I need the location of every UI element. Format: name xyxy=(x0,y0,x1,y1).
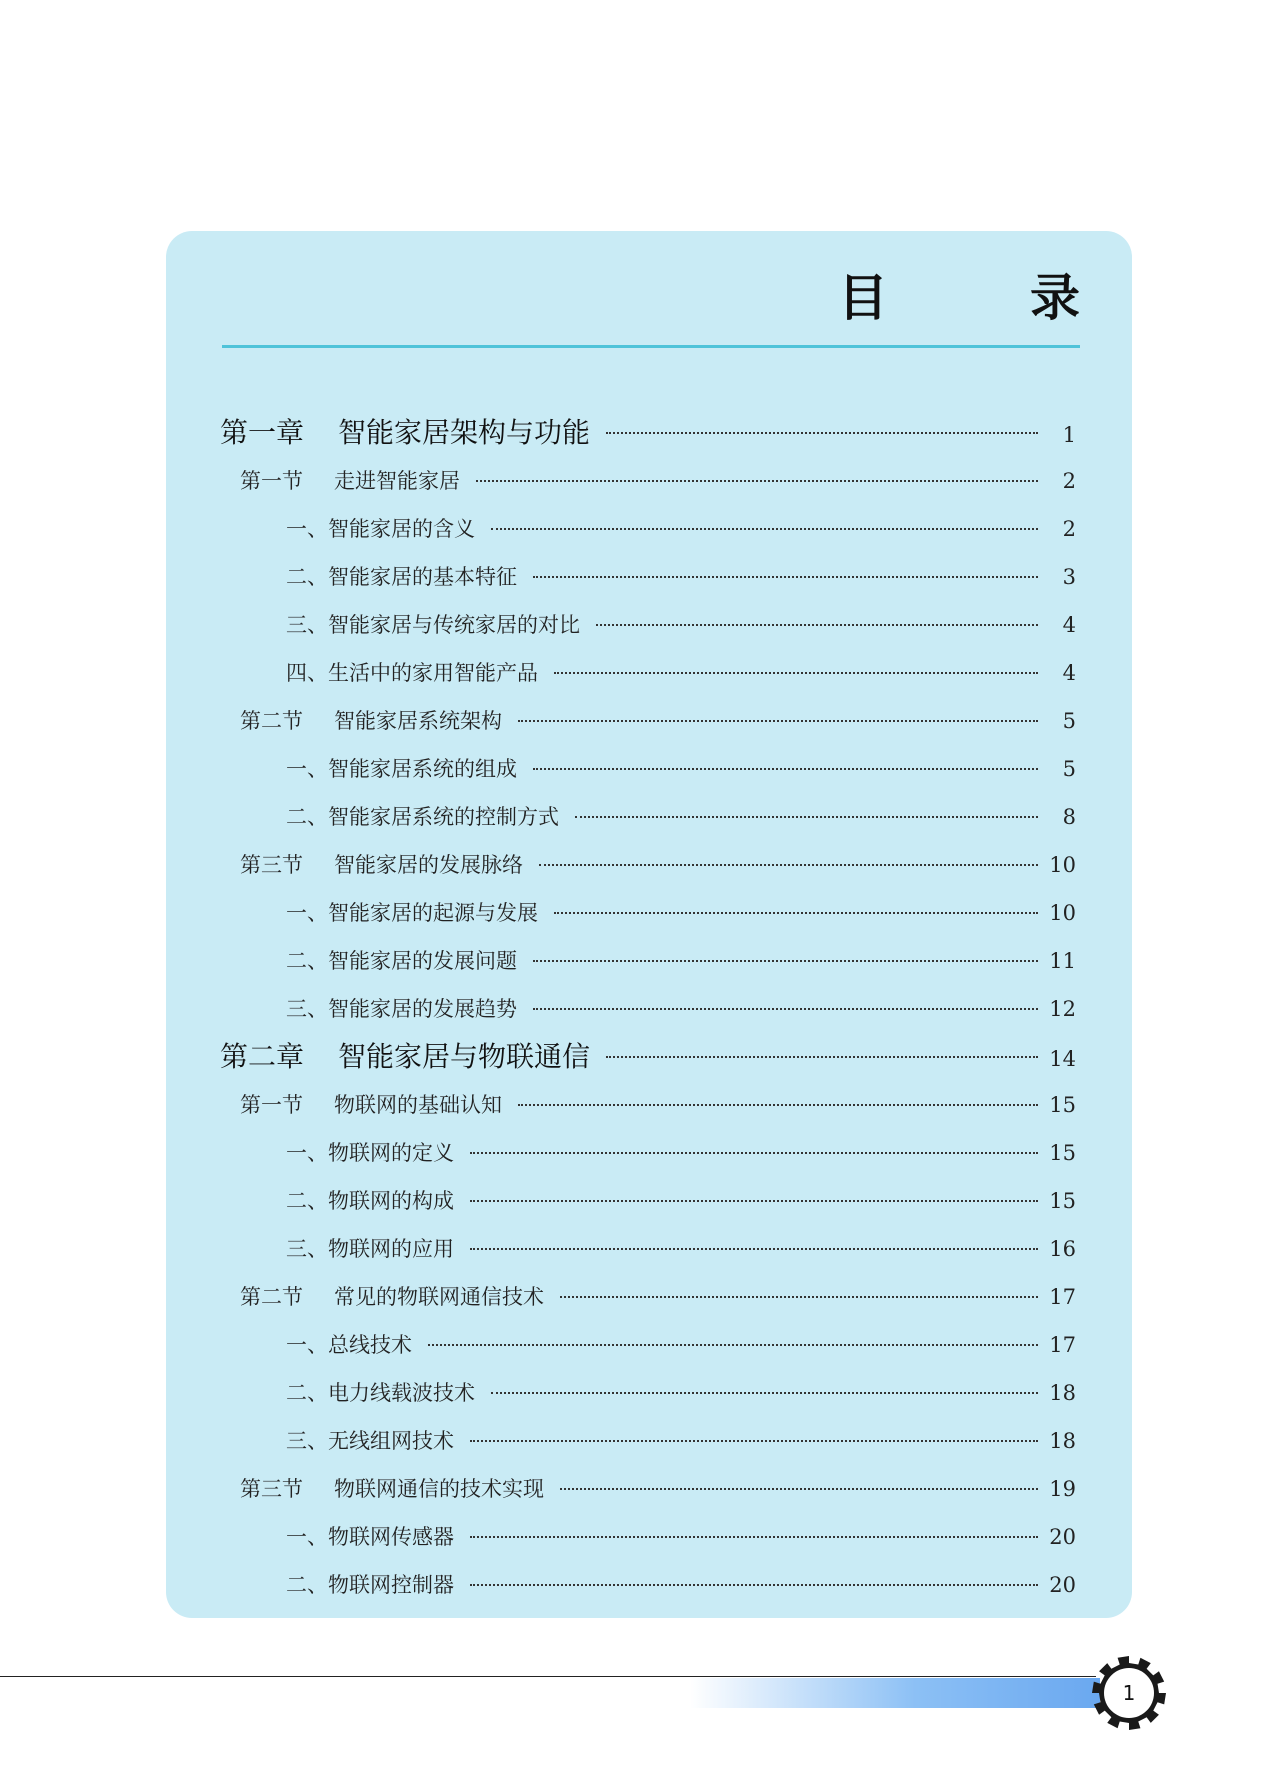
toc-entry-item[interactable] xyxy=(220,1329,1076,1359)
toc-entry-label: 一、智能家居系统的组成 xyxy=(286,757,517,781)
toc-entry-label: 二、物联网的构成 xyxy=(286,1189,454,1213)
toc-entry-item[interactable] xyxy=(220,945,1076,975)
toc-entry-label: 四、生活中的家用智能产品 xyxy=(286,661,538,685)
toc-entry-section[interactable] xyxy=(220,1089,1076,1119)
toc-entry-label: 一、总线技术 xyxy=(286,1333,412,1357)
dot-leader xyxy=(470,1200,1038,1202)
toc-entry-item[interactable] xyxy=(220,609,1076,639)
toc-entry-number: 第一节 xyxy=(240,1093,303,1117)
page-title: 目 录 xyxy=(838,269,1126,327)
dot-leader xyxy=(606,432,1038,434)
toc-entry-item[interactable] xyxy=(220,513,1076,543)
toc-entry-item[interactable] xyxy=(220,561,1076,591)
page-number: 1 xyxy=(1122,1681,1136,1705)
toc-entry-number: 第二章 xyxy=(220,1040,305,1073)
dot-leader xyxy=(575,816,1038,818)
toc-entry-label: 一、物联网的定义 xyxy=(286,1141,454,1165)
dot-leader xyxy=(476,480,1038,482)
toc-entry-page: 8 xyxy=(1062,805,1076,829)
dot-leader xyxy=(518,720,1038,722)
toc-entry-page: 18 xyxy=(1049,1429,1076,1453)
dot-leader xyxy=(539,864,1038,866)
toc-entry-label: 一、智能家居的含义 xyxy=(286,517,475,541)
dot-leader xyxy=(560,1488,1038,1490)
toc-entry-item[interactable] xyxy=(220,897,1076,927)
toc-entry-page: 11 xyxy=(1049,949,1076,973)
toc-entry-page: 15 xyxy=(1049,1093,1076,1117)
page-number-badge xyxy=(1090,1654,1168,1732)
footer-divider xyxy=(0,1676,1096,1677)
dot-leader xyxy=(470,1152,1038,1154)
toc-entry-label: 二、智能家居系统的控制方式 xyxy=(286,805,559,829)
toc-entry-section[interactable] xyxy=(220,1473,1076,1503)
toc-entry-number: 第二节 xyxy=(240,709,303,733)
dot-leader xyxy=(470,1584,1038,1586)
toc-entry-page: 3 xyxy=(1062,565,1076,589)
toc-entry-label: 智能家居的发展脉络 xyxy=(334,853,523,877)
toc-entry-chapter[interactable] xyxy=(220,411,1076,451)
dot-leader xyxy=(606,1056,1038,1058)
toc-entry-section[interactable] xyxy=(220,849,1076,879)
toc-entry-number: 第三节 xyxy=(240,853,303,877)
dot-leader xyxy=(554,912,1038,914)
toc-panel xyxy=(166,231,1132,1618)
toc-entry-page: 5 xyxy=(1062,757,1076,781)
toc-entry-page: 20 xyxy=(1049,1525,1076,1549)
toc-entry-page: 15 xyxy=(1049,1189,1076,1213)
toc-entry-label: 一、智能家居的起源与发展 xyxy=(286,901,538,925)
toc-entry-page: 12 xyxy=(1049,997,1076,1021)
toc-entry-label: 二、物联网控制器 xyxy=(286,1573,454,1597)
toc-entry-item[interactable] xyxy=(220,1185,1076,1215)
toc-entry-item[interactable] xyxy=(220,1233,1076,1263)
toc-entry-label: 走进智能家居 xyxy=(334,469,460,493)
toc-entry-label: 物联网的基础认知 xyxy=(334,1093,502,1117)
toc-entry-number: 第一章 xyxy=(220,416,305,449)
dot-leader xyxy=(533,768,1038,770)
toc-entry-item[interactable] xyxy=(220,1569,1076,1599)
toc-entry-section[interactable] xyxy=(220,705,1076,735)
toc-entry-item[interactable] xyxy=(220,1137,1076,1167)
dot-leader xyxy=(491,528,1038,530)
dot-leader xyxy=(470,1248,1038,1250)
toc-entry-label: 智能家居与物联通信 xyxy=(338,1040,591,1073)
footer-accent-bar xyxy=(690,1678,1100,1708)
dot-leader xyxy=(470,1536,1038,1538)
toc-entry-page: 10 xyxy=(1049,901,1076,925)
toc-entry-page: 2 xyxy=(1062,517,1076,541)
toc-entry-page: 2 xyxy=(1062,469,1076,493)
toc-entry-item[interactable] xyxy=(220,993,1076,1023)
dot-leader xyxy=(554,672,1038,674)
toc-entry-item[interactable] xyxy=(220,801,1076,831)
dot-leader xyxy=(533,576,1038,578)
toc-entry-item[interactable] xyxy=(220,657,1076,687)
toc-entry-label: 二、智能家居的发展问题 xyxy=(286,949,517,973)
toc-entry-page: 10 xyxy=(1049,853,1076,877)
toc-entry-page: 20 xyxy=(1049,1573,1076,1597)
toc-entry-label: 常见的物联网通信技术 xyxy=(334,1285,544,1309)
toc-entry-number: 第一节 xyxy=(240,469,303,493)
toc-entry-page: 4 xyxy=(1062,661,1076,685)
title-divider xyxy=(222,345,1080,348)
toc-entry-label: 二、电力线载波技术 xyxy=(286,1381,475,1405)
dot-leader xyxy=(428,1344,1038,1346)
dot-leader xyxy=(596,624,1038,626)
toc-entry-section[interactable] xyxy=(220,1281,1076,1311)
toc-entry-label: 智能家居架构与功能 xyxy=(338,416,591,449)
toc-entry-page: 17 xyxy=(1049,1333,1076,1357)
dot-leader xyxy=(533,960,1038,962)
toc-entry-item[interactable] xyxy=(220,753,1076,783)
toc-entry-label: 二、智能家居的基本特征 xyxy=(286,565,517,589)
dot-leader xyxy=(491,1392,1038,1394)
toc-entry-label: 智能家居系统架构 xyxy=(334,709,502,733)
dot-leader xyxy=(470,1440,1038,1442)
toc-entry-section[interactable] xyxy=(220,465,1076,495)
dot-leader xyxy=(560,1296,1038,1298)
toc-entry-item[interactable] xyxy=(220,1377,1076,1407)
toc-entry-page: 17 xyxy=(1049,1285,1076,1309)
toc-entry-page: 18 xyxy=(1049,1381,1076,1405)
toc-entry-item[interactable] xyxy=(220,1521,1076,1551)
toc-entry-chapter[interactable] xyxy=(220,1035,1076,1075)
dot-leader xyxy=(518,1104,1038,1106)
toc-entry-label: 三、无线组网技术 xyxy=(286,1429,454,1453)
dot-leader xyxy=(533,1008,1038,1010)
toc-entry-number: 第二节 xyxy=(240,1285,303,1309)
toc-entry-number: 第三节 xyxy=(240,1477,303,1501)
toc-entry-label: 物联网通信的技术实现 xyxy=(334,1477,544,1501)
toc-entry-page: 16 xyxy=(1049,1237,1076,1261)
toc-entry-label: 一、物联网传感器 xyxy=(286,1525,454,1549)
toc-entry-page: 19 xyxy=(1049,1477,1076,1501)
toc-entry-label: 三、智能家居与传统家居的对比 xyxy=(286,613,580,637)
toc-entry-page: 5 xyxy=(1062,709,1076,733)
toc-entry-page: 1 xyxy=(1062,423,1076,447)
toc-entry-page: 4 xyxy=(1062,613,1076,637)
toc-entry-label: 三、物联网的应用 xyxy=(286,1237,454,1261)
toc-entry-page: 15 xyxy=(1049,1141,1076,1165)
toc-entry-item[interactable] xyxy=(220,1425,1076,1455)
toc-entry-label: 三、智能家居的发展趋势 xyxy=(286,997,517,1021)
toc-entry-page: 14 xyxy=(1049,1047,1076,1071)
